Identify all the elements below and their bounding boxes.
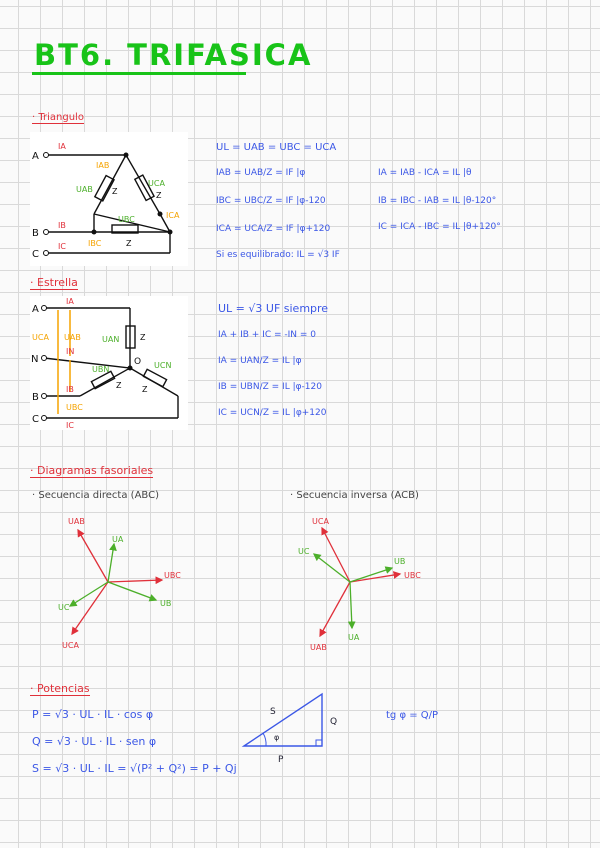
phasor-direct-uca: UCA (62, 641, 79, 650)
svg-text:Z: Z (142, 385, 148, 394)
phasor-inverse-uca: UCA (312, 517, 329, 526)
power-formula-s: S = √3 · UL · IL = √(P² + Q²) = P + Qj (32, 762, 237, 775)
svg-text:Z: Z (156, 191, 162, 200)
tri-formula-ib: IB = IBC - IAB = IL |θ-120° (378, 196, 497, 206)
tri-formula-equilibrado: Si es equilibrado: IL = √3 IF (216, 250, 340, 260)
section-triangulo: · Triangulo (32, 112, 84, 123)
svg-text:UBC: UBC (66, 403, 83, 412)
phasor-direct-diagram (40, 510, 200, 660)
page-title: BT6. TRIFASICA (34, 38, 313, 72)
star-formula-ia: IA = UAN/Z = IL |φ (218, 356, 302, 366)
power-formula-p: P = √3 · UL · IL · cos φ (32, 708, 154, 721)
sequence-inverse-label: · Secuencia inversa (ACB) (290, 490, 419, 501)
phasor-direct-uab: UAB (68, 517, 85, 526)
phasor-inverse-diagram (290, 510, 450, 660)
svg-text:IA: IA (58, 142, 66, 151)
tri-formula-ic: IC = ICA - IBC = IL |θ+120° (378, 222, 501, 232)
svg-text:C: C (32, 249, 39, 260)
svg-text:UCA: UCA (32, 333, 49, 342)
svg-text:IC: IC (66, 421, 74, 430)
svg-text:IA: IA (66, 297, 74, 306)
triangle-circuit-panel (30, 132, 188, 266)
svg-text:UAN: UAN (102, 335, 120, 344)
star-circuit-panel (30, 296, 188, 430)
phasor-direct-ub: UB (160, 599, 172, 608)
svg-text:Z: Z (112, 187, 118, 196)
svg-text:B: B (32, 228, 39, 239)
power-formula-q: Q = √3 · UL · IL · sen φ (32, 735, 157, 748)
tri-formula-iab: IAB = UAB/Z = IF |φ (216, 168, 306, 178)
section-diagramas: · Diagramas fasoriales (30, 464, 154, 477)
svg-text:IAB: IAB (96, 161, 110, 170)
tri-formula-ul: UL = UAB = UBC = UCA (216, 142, 337, 153)
phasor-direct-ubc: UBC (164, 571, 181, 580)
phasor-inverse-uc: UC (298, 547, 310, 556)
section-potencias: · Potencias (30, 682, 90, 695)
svg-text:UAB: UAB (64, 333, 81, 342)
svg-text:UCN: UCN (154, 361, 172, 370)
svg-text:A: A (32, 304, 39, 315)
phasor-inverse-ua: UA (348, 633, 360, 642)
triangle-label-q: Q (330, 717, 338, 727)
svg-text:ICA: ICA (166, 211, 180, 220)
svg-text:B: B (32, 392, 39, 403)
svg-text:A: A (32, 151, 39, 162)
tri-formula-ia: IA = IAB - ICA = IL |θ (378, 168, 472, 178)
triangle-circuit-diagram (30, 132, 188, 266)
phasor-inverse-uab: UAB (310, 643, 327, 652)
svg-text:O: O (134, 357, 142, 367)
power-triangle-diagram (236, 686, 356, 766)
phasor-direct-ua: UA (112, 535, 124, 544)
svg-text:IC: IC (58, 242, 66, 251)
svg-text:Z: Z (140, 333, 146, 342)
section-estrella: · Estrella (30, 276, 78, 289)
phasor-inverse-ub: UB (394, 557, 406, 566)
star-formula-ib: IB = UBN/Z = IL |φ-120 (218, 382, 322, 392)
triangle-label-p: P (278, 755, 284, 765)
svg-text:IB: IB (58, 221, 66, 230)
star-formula-ul: UL = √3 UF siempre (218, 302, 329, 315)
title-underline (32, 72, 246, 75)
star-formula-sum: IA + IB + IC = -IN = 0 (218, 330, 316, 340)
tri-formula-ica: ICA = UCA/Z = IF |φ+120 (216, 224, 331, 234)
star-formula-ic: IC = UCN/Z = IL |φ+120 (218, 408, 327, 418)
svg-text:IBC: IBC (88, 239, 102, 248)
svg-text:Z: Z (116, 381, 122, 390)
power-formula-tg: tg φ = Q/P (386, 710, 439, 721)
phasor-inverse-ubc: UBC (404, 571, 421, 580)
svg-text:IB: IB (66, 385, 74, 394)
star-circuit-diagram (30, 296, 188, 430)
svg-text:UBN: UBN (92, 365, 110, 374)
svg-text:UAB: UAB (76, 185, 93, 194)
triangle-label-s: S (270, 707, 276, 717)
svg-text:UBC: UBC (118, 215, 135, 224)
triangle-label-phi: φ (274, 733, 280, 742)
svg-text:UCA: UCA (148, 179, 165, 188)
svg-text:N: N (31, 354, 39, 365)
phasor-direct-uc: UC (58, 603, 70, 612)
svg-text:Z: Z (126, 239, 132, 248)
tri-formula-ibc: IBC = UBC/Z = IF |φ-120 (216, 196, 326, 206)
svg-text:IN: IN (66, 347, 75, 356)
sequence-direct-label: · Secuencia directa (ABC) (32, 490, 159, 501)
svg-text:C: C (32, 414, 39, 425)
